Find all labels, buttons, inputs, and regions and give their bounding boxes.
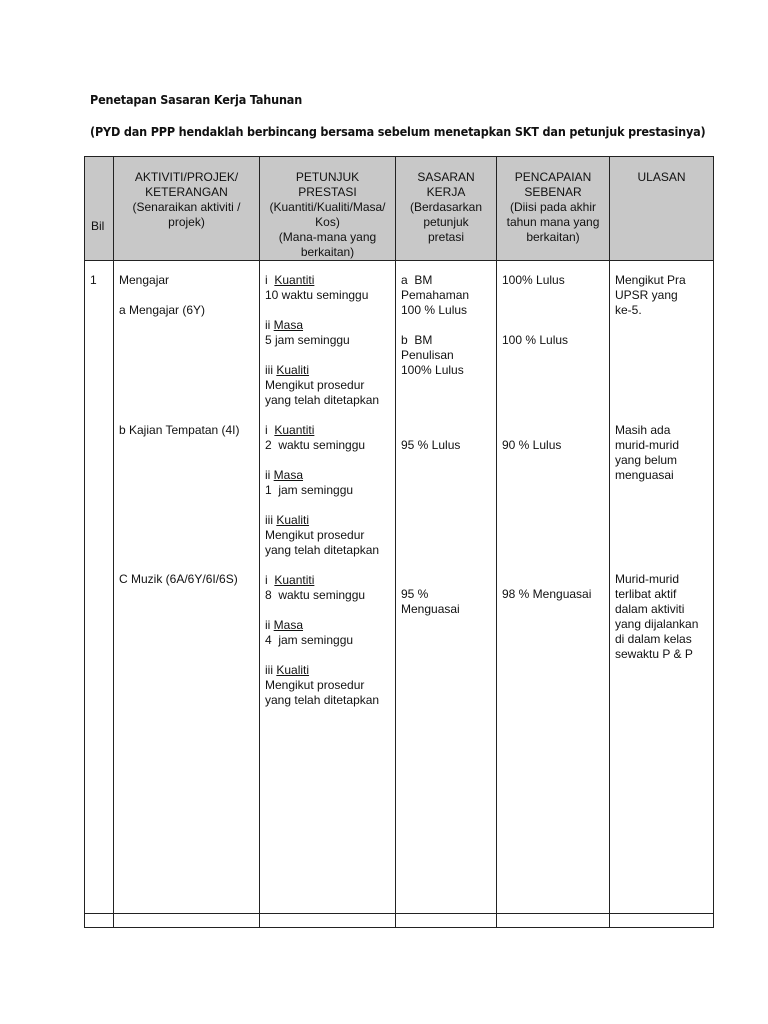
table-row (85, 261, 714, 914)
ulasan-1: Mengikut Pra UPSR yang ke-5. (615, 273, 686, 317)
pencapaian-4: 98 % Menguasai (502, 587, 592, 601)
table-row-empty (85, 914, 714, 928)
ulasan-3: Murid-murid terlibat aktif dalam aktiviti yang dijalankan di dalam kelas sewaktu P & P (615, 572, 699, 661)
header-petunjuk: PETUNJUK PRESTASI (Kuantiti/Kualiti/Masa/ Kos) (Mana-mana yang berkaitan) (260, 157, 396, 261)
page-title: Penetapan Sasaran Kerja Tahunan (90, 92, 303, 107)
header-sasaran: SASARAN KERJA (Berdasarkan petunjuk pretasi (396, 157, 497, 261)
cell-petunjuk (260, 261, 396, 914)
activity-item-1: a Mengajar (6Y) (119, 303, 206, 317)
activity-item-2: b Kajian Tempatan (4I) (119, 423, 240, 437)
sasaran-4: 95 % Menguasai (401, 587, 460, 616)
cell-bil: 1 (85, 261, 114, 914)
empty-cell (610, 914, 714, 928)
header-aktiviti: AKTIVITI/PROJEK/ KETERANGAN (Senaraikan aktiviti / projek) (114, 157, 260, 261)
cell-ulasan (610, 261, 714, 914)
pencapaian-3: 90 % Lulus (502, 438, 562, 452)
cell-sasaran (396, 261, 497, 914)
empty-cell (85, 914, 114, 928)
skt-table (84, 156, 714, 928)
petunjuk-block-1: i Kuantiti 10 waktu seminggu ii Masa 5 jam seminggu iii Kualiti Mengikut prosedur yang telah ditetapkan (265, 273, 380, 407)
petunjuk-block-3: i Kuantiti 8 waktu seminggu ii Masa 4 jam seminggu iii Kualiti Mengikut prosedur yang telah ditetapkan (265, 573, 380, 707)
empty-cell (396, 914, 497, 928)
activity-item-3: C Muzik (6A/6Y/6I/6S) (119, 572, 238, 586)
sasaran-3: 95 % Lulus (401, 438, 461, 452)
empty-cell (497, 914, 610, 928)
page-subtitle: (PYD dan PPP hendaklah berbincang bersama sebelum menetapkan SKT dan petunjuk prestasinya) (90, 124, 706, 139)
header-bil: Bil (85, 157, 114, 261)
cell-aktiviti (114, 261, 260, 914)
sasaran-1: a BM Pemahaman 100 % Lulus (401, 273, 470, 317)
ulasan-2: Masih ada murid-murid yang belum menguasai (615, 423, 680, 482)
sasaran-2: b BM Penulisan 100% Lulus (401, 333, 464, 377)
pencapaian-2: 100 % Lulus (502, 333, 569, 347)
header-pencapaian: PENCAPAIAN SEBENAR (Diisi pada akhir tahun mana yang berkaitan) (497, 157, 610, 261)
cell-pencapaian (497, 261, 610, 914)
header-ulasan: ULASAN (610, 157, 714, 261)
petunjuk-block-2: i Kuantiti 2 waktu seminggu ii Masa 1 jam seminggu iii Kualiti Mengikut prosedur yang telah ditetapkan (265, 423, 380, 557)
empty-cell (260, 914, 396, 928)
pencapaian-1: 100% Lulus (502, 273, 565, 287)
empty-cell (114, 914, 260, 928)
main-activity: Mengajar (119, 273, 170, 287)
table-header-row (85, 157, 714, 261)
